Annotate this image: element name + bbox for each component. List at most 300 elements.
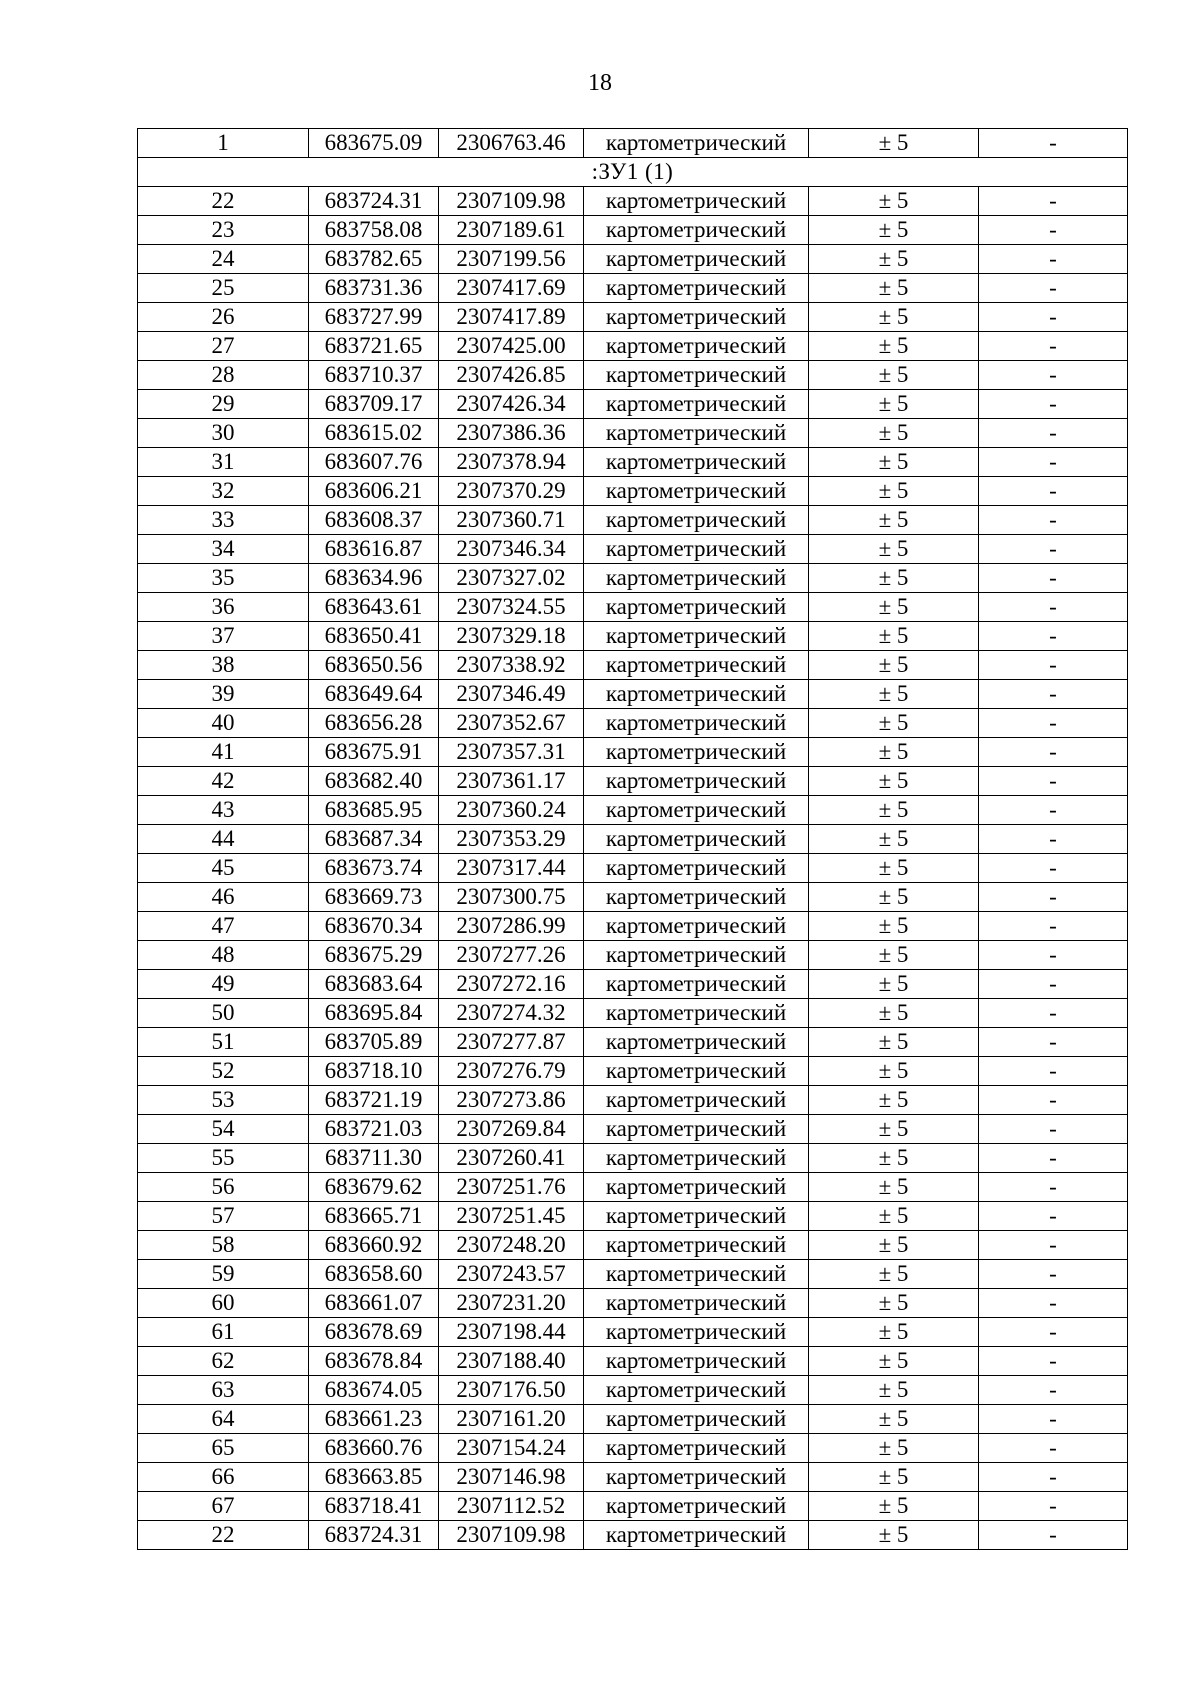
accuracy-cell: ± 5 [809, 1057, 979, 1086]
table-row [138, 1202, 1128, 1231]
description-cell: - [979, 216, 1128, 245]
method-cell: картометрический [584, 1376, 809, 1405]
method-cell: картометрический [584, 970, 809, 999]
table-row [138, 593, 1128, 622]
point-number-cell: 49 [138, 970, 309, 999]
accuracy-cell: ± 5 [809, 477, 979, 506]
x-coordinate-cell: 683711.30 [309, 1144, 439, 1173]
x-coordinate-cell: 683656.28 [309, 709, 439, 738]
y-coordinate-cell: 2307357.31 [439, 738, 584, 767]
point-number-cell: 60 [138, 1289, 309, 1318]
table-row [138, 303, 1128, 332]
table-row [138, 245, 1128, 274]
table-row [138, 1028, 1128, 1057]
point-number-cell: 46 [138, 883, 309, 912]
description-cell: - [979, 999, 1128, 1028]
method-cell: картометрический [584, 738, 809, 767]
description-cell: - [979, 1260, 1128, 1289]
y-coordinate-cell: 2307346.34 [439, 535, 584, 564]
description-cell: - [979, 274, 1128, 303]
point-number-cell: 28 [138, 361, 309, 390]
y-coordinate-cell: 2307360.71 [439, 506, 584, 535]
y-coordinate-cell: 2307109.98 [439, 1521, 584, 1550]
y-coordinate-cell: 2307386.36 [439, 419, 584, 448]
accuracy-cell: ± 5 [809, 1347, 979, 1376]
x-coordinate-cell: 683658.60 [309, 1260, 439, 1289]
y-coordinate-cell: 2307361.17 [439, 767, 584, 796]
x-coordinate-cell: 683661.23 [309, 1405, 439, 1434]
accuracy-cell: ± 5 [809, 564, 979, 593]
table-row [138, 506, 1128, 535]
table-row [138, 796, 1128, 825]
point-number-cell: 27 [138, 332, 309, 361]
accuracy-cell: ± 5 [809, 274, 979, 303]
y-coordinate-cell: 2307353.29 [439, 825, 584, 854]
description-cell: - [979, 477, 1128, 506]
x-coordinate-cell: 683665.71 [309, 1202, 439, 1231]
table-row [138, 1173, 1128, 1202]
method-cell: картометрический [584, 651, 809, 680]
table-row [138, 187, 1128, 216]
y-coordinate-cell: 2307425.00 [439, 332, 584, 361]
method-cell: картометрический [584, 1057, 809, 1086]
description-cell: - [979, 361, 1128, 390]
point-number-cell: 62 [138, 1347, 309, 1376]
y-coordinate-cell: 2307360.24 [439, 796, 584, 825]
point-number-cell: 1 [138, 129, 309, 158]
method-cell: картометрический [584, 1521, 809, 1550]
description-cell: - [979, 651, 1128, 680]
point-number-cell: 32 [138, 477, 309, 506]
description-cell: - [979, 1231, 1128, 1260]
point-number-cell: 33 [138, 506, 309, 535]
y-coordinate-cell: 2307112.52 [439, 1492, 584, 1521]
point-number-cell: 24 [138, 245, 309, 274]
point-number-cell: 50 [138, 999, 309, 1028]
table-row [138, 274, 1128, 303]
y-coordinate-cell: 2307300.75 [439, 883, 584, 912]
method-cell: картометрический [584, 448, 809, 477]
point-number-cell: 22 [138, 187, 309, 216]
description-cell: - [979, 1115, 1128, 1144]
x-coordinate-cell: 683660.92 [309, 1231, 439, 1260]
x-coordinate-cell: 683758.08 [309, 216, 439, 245]
accuracy-cell: ± 5 [809, 1202, 979, 1231]
accuracy-cell: ± 5 [809, 912, 979, 941]
accuracy-cell: ± 5 [809, 245, 979, 274]
point-number-cell: 42 [138, 767, 309, 796]
table-row [138, 390, 1128, 419]
x-coordinate-cell: 683683.64 [309, 970, 439, 999]
accuracy-cell: ± 5 [809, 303, 979, 332]
method-cell: картометрический [584, 187, 809, 216]
point-number-cell: 43 [138, 796, 309, 825]
accuracy-cell: ± 5 [809, 361, 979, 390]
table-row [138, 1144, 1128, 1173]
accuracy-cell: ± 5 [809, 941, 979, 970]
y-coordinate-cell: 2307346.49 [439, 680, 584, 709]
description-cell: - [979, 883, 1128, 912]
accuracy-cell: ± 5 [809, 419, 979, 448]
accuracy-cell: ± 5 [809, 1231, 979, 1260]
y-coordinate-cell: 2307273.86 [439, 1086, 584, 1115]
point-number-cell: 37 [138, 622, 309, 651]
section-title: :ЗУ1 (1) [138, 158, 1128, 187]
accuracy-cell: ± 5 [809, 709, 979, 738]
accuracy-cell: ± 5 [809, 1318, 979, 1347]
description-cell: - [979, 564, 1128, 593]
method-cell: картометрический [584, 1028, 809, 1057]
description-cell: - [979, 941, 1128, 970]
table-row [138, 1521, 1128, 1550]
method-cell: картометрический [584, 129, 809, 158]
description-cell: - [979, 854, 1128, 883]
x-coordinate-cell: 683710.37 [309, 361, 439, 390]
point-number-cell: 67 [138, 1492, 309, 1521]
point-number-cell: 31 [138, 448, 309, 477]
point-number-cell: 61 [138, 1318, 309, 1347]
accuracy-cell: ± 5 [809, 506, 979, 535]
table-row [138, 448, 1128, 477]
x-coordinate-cell: 683731.36 [309, 274, 439, 303]
table-row [138, 738, 1128, 767]
description-cell: - [979, 912, 1128, 941]
accuracy-cell: ± 5 [809, 593, 979, 622]
point-number-cell: 63 [138, 1376, 309, 1405]
y-coordinate-cell: 2307277.87 [439, 1028, 584, 1057]
accuracy-cell: ± 5 [809, 1086, 979, 1115]
table-row [138, 622, 1128, 651]
description-cell: - [979, 622, 1128, 651]
description-cell: - [979, 709, 1128, 738]
x-coordinate-cell: 683724.31 [309, 187, 439, 216]
x-coordinate-cell: 683782.65 [309, 245, 439, 274]
x-coordinate-cell: 683661.07 [309, 1289, 439, 1318]
point-number-cell: 65 [138, 1434, 309, 1463]
method-cell: картометрический [584, 477, 809, 506]
description-cell: - [979, 535, 1128, 564]
x-coordinate-cell: 683674.05 [309, 1376, 439, 1405]
y-coordinate-cell: 2307329.18 [439, 622, 584, 651]
point-number-cell: 44 [138, 825, 309, 854]
y-coordinate-cell: 2307352.67 [439, 709, 584, 738]
accuracy-cell: ± 5 [809, 1405, 979, 1434]
x-coordinate-cell: 683634.96 [309, 564, 439, 593]
x-coordinate-cell: 683685.95 [309, 796, 439, 825]
accuracy-cell: ± 5 [809, 738, 979, 767]
point-number-cell: 54 [138, 1115, 309, 1144]
table-row [138, 854, 1128, 883]
y-coordinate-cell: 2307251.45 [439, 1202, 584, 1231]
method-cell: картометрический [584, 1492, 809, 1521]
y-coordinate-cell: 2307231.20 [439, 1289, 584, 1318]
y-coordinate-cell: 2307276.79 [439, 1057, 584, 1086]
table-row [138, 1260, 1128, 1289]
point-number-cell: 41 [138, 738, 309, 767]
y-coordinate-cell: 2307199.56 [439, 245, 584, 274]
table-row [138, 216, 1128, 245]
accuracy-cell: ± 5 [809, 390, 979, 419]
point-number-cell: 23 [138, 216, 309, 245]
x-coordinate-cell: 683709.17 [309, 390, 439, 419]
x-coordinate-cell: 683650.41 [309, 622, 439, 651]
accuracy-cell: ± 5 [809, 767, 979, 796]
y-coordinate-cell: 2307251.76 [439, 1173, 584, 1202]
x-coordinate-cell: 683675.91 [309, 738, 439, 767]
description-cell: - [979, 593, 1128, 622]
y-coordinate-cell: 2307277.26 [439, 941, 584, 970]
y-coordinate-cell: 2307176.50 [439, 1376, 584, 1405]
method-cell: картометрический [584, 941, 809, 970]
description-cell: - [979, 738, 1128, 767]
description-cell: - [979, 245, 1128, 274]
description-cell: - [979, 970, 1128, 999]
method-cell: картометрический [584, 361, 809, 390]
method-cell: картометрический [584, 796, 809, 825]
point-number-cell: 25 [138, 274, 309, 303]
x-coordinate-cell: 683678.69 [309, 1318, 439, 1347]
table-row [138, 1347, 1128, 1376]
x-coordinate-cell: 683705.89 [309, 1028, 439, 1057]
method-cell: картометрический [584, 1260, 809, 1289]
accuracy-cell: ± 5 [809, 825, 979, 854]
description-cell: - [979, 1463, 1128, 1492]
accuracy-cell: ± 5 [809, 1521, 979, 1550]
x-coordinate-cell: 683695.84 [309, 999, 439, 1028]
x-coordinate-cell: 683675.29 [309, 941, 439, 970]
point-number-cell: 45 [138, 854, 309, 883]
method-cell: картометрический [584, 912, 809, 941]
y-coordinate-cell: 2307317.44 [439, 854, 584, 883]
description-cell: - [979, 506, 1128, 535]
y-coordinate-cell: 2307327.02 [439, 564, 584, 593]
y-coordinate-cell: 2307269.84 [439, 1115, 584, 1144]
table-row [138, 941, 1128, 970]
table-row [138, 883, 1128, 912]
description-cell: - [979, 187, 1128, 216]
x-coordinate-cell: 683721.65 [309, 332, 439, 361]
x-coordinate-cell: 683669.73 [309, 883, 439, 912]
method-cell: картометрический [584, 1318, 809, 1347]
coordinates-table-body [138, 129, 1128, 1550]
method-cell: картометрический [584, 1115, 809, 1144]
accuracy-cell: ± 5 [809, 187, 979, 216]
x-coordinate-cell: 683724.31 [309, 1521, 439, 1550]
table-row [138, 1492, 1128, 1521]
y-coordinate-cell: 2307189.61 [439, 216, 584, 245]
page-number: 18 [588, 70, 612, 96]
point-number-cell: 57 [138, 1202, 309, 1231]
y-coordinate-cell: 2307426.34 [439, 390, 584, 419]
description-cell: - [979, 825, 1128, 854]
x-coordinate-cell: 683615.02 [309, 419, 439, 448]
point-number-cell: 22 [138, 1521, 309, 1550]
y-coordinate-cell: 2307274.32 [439, 999, 584, 1028]
accuracy-cell: ± 5 [809, 970, 979, 999]
point-number-cell: 59 [138, 1260, 309, 1289]
y-coordinate-cell: 2307154.24 [439, 1434, 584, 1463]
x-coordinate-cell: 683660.76 [309, 1434, 439, 1463]
point-number-cell: 58 [138, 1231, 309, 1260]
x-coordinate-cell: 683663.85 [309, 1463, 439, 1492]
point-number-cell: 36 [138, 593, 309, 622]
y-coordinate-cell: 2307146.98 [439, 1463, 584, 1492]
description-cell: - [979, 1376, 1128, 1405]
description-cell: - [979, 1202, 1128, 1231]
description-cell: - [979, 680, 1128, 709]
description-cell: - [979, 1144, 1128, 1173]
x-coordinate-cell: 683675.09 [309, 129, 439, 158]
accuracy-cell: ± 5 [809, 129, 979, 158]
point-number-cell: 51 [138, 1028, 309, 1057]
table-row [138, 709, 1128, 738]
y-coordinate-cell: 2307161.20 [439, 1405, 584, 1434]
accuracy-cell: ± 5 [809, 796, 979, 825]
accuracy-cell: ± 5 [809, 883, 979, 912]
method-cell: картометрический [584, 854, 809, 883]
accuracy-cell: ± 5 [809, 1115, 979, 1144]
x-coordinate-cell: 683718.10 [309, 1057, 439, 1086]
accuracy-cell: ± 5 [809, 1289, 979, 1318]
x-coordinate-cell: 683643.61 [309, 593, 439, 622]
table-row [138, 680, 1128, 709]
method-cell: картометрический [584, 274, 809, 303]
table-row [138, 1086, 1128, 1115]
method-cell: картометрический [584, 1463, 809, 1492]
table-row [138, 332, 1128, 361]
accuracy-cell: ± 5 [809, 448, 979, 477]
point-number-cell: 39 [138, 680, 309, 709]
table-row [138, 651, 1128, 680]
accuracy-cell: ± 5 [809, 332, 979, 361]
y-coordinate-cell: 2307378.94 [439, 448, 584, 477]
y-coordinate-cell: 2307109.98 [439, 187, 584, 216]
method-cell: картометрический [584, 1231, 809, 1260]
description-cell: - [979, 332, 1128, 361]
x-coordinate-cell: 683721.19 [309, 1086, 439, 1115]
x-coordinate-cell: 683673.74 [309, 854, 439, 883]
description-cell: - [979, 1492, 1128, 1521]
method-cell: картометрический [584, 216, 809, 245]
description-cell: - [979, 448, 1128, 477]
x-coordinate-cell: 683670.34 [309, 912, 439, 941]
method-cell: картометрический [584, 1086, 809, 1115]
point-number-cell: 66 [138, 1463, 309, 1492]
coordinates-table [137, 128, 1128, 1550]
method-cell: картометрический [584, 883, 809, 912]
description-cell: - [979, 129, 1128, 158]
method-cell: картометрический [584, 999, 809, 1028]
table-row [138, 970, 1128, 999]
x-coordinate-cell: 683679.62 [309, 1173, 439, 1202]
method-cell: картометрический [584, 332, 809, 361]
accuracy-cell: ± 5 [809, 999, 979, 1028]
table-row [138, 564, 1128, 593]
point-number-cell: 55 [138, 1144, 309, 1173]
y-coordinate-cell: 2307198.44 [439, 1318, 584, 1347]
table-row [138, 1057, 1128, 1086]
x-coordinate-cell: 683687.34 [309, 825, 439, 854]
section-row [138, 158, 1128, 187]
x-coordinate-cell: 683718.41 [309, 1492, 439, 1521]
point-number-cell: 38 [138, 651, 309, 680]
accuracy-cell: ± 5 [809, 1463, 979, 1492]
accuracy-cell: ± 5 [809, 1173, 979, 1202]
point-number-cell: 34 [138, 535, 309, 564]
method-cell: картометрический [584, 419, 809, 448]
table-row [138, 1463, 1128, 1492]
description-cell: - [979, 303, 1128, 332]
accuracy-cell: ± 5 [809, 680, 979, 709]
table-row [138, 1231, 1128, 1260]
x-coordinate-cell: 683678.84 [309, 1347, 439, 1376]
point-number-cell: 35 [138, 564, 309, 593]
accuracy-cell: ± 5 [809, 1434, 979, 1463]
method-cell: картометрический [584, 622, 809, 651]
description-cell: - [979, 1405, 1128, 1434]
y-coordinate-cell: 2306763.46 [439, 129, 584, 158]
point-number-cell: 29 [138, 390, 309, 419]
table-row [138, 1289, 1128, 1318]
description-cell: - [979, 1086, 1128, 1115]
point-number-cell: 47 [138, 912, 309, 941]
y-coordinate-cell: 2307260.41 [439, 1144, 584, 1173]
method-cell: картометрический [584, 1289, 809, 1318]
method-cell: картометрический [584, 825, 809, 854]
description-cell: - [979, 1289, 1128, 1318]
method-cell: картометрический [584, 390, 809, 419]
accuracy-cell: ± 5 [809, 1376, 979, 1405]
y-coordinate-cell: 2307286.99 [439, 912, 584, 941]
method-cell: картометрический [584, 506, 809, 535]
method-cell: картометрический [584, 1144, 809, 1173]
table-row [138, 1405, 1128, 1434]
x-coordinate-cell: 683727.99 [309, 303, 439, 332]
table-row [138, 1434, 1128, 1463]
x-coordinate-cell: 683607.76 [309, 448, 439, 477]
description-cell: - [979, 1347, 1128, 1376]
x-coordinate-cell: 683606.21 [309, 477, 439, 506]
y-coordinate-cell: 2307426.85 [439, 361, 584, 390]
description-cell: - [979, 1318, 1128, 1347]
y-coordinate-cell: 2307324.55 [439, 593, 584, 622]
y-coordinate-cell: 2307338.92 [439, 651, 584, 680]
y-coordinate-cell: 2307243.57 [439, 1260, 584, 1289]
table-row [138, 999, 1128, 1028]
accuracy-cell: ± 5 [809, 651, 979, 680]
accuracy-cell: ± 5 [809, 1144, 979, 1173]
method-cell: картометрический [584, 680, 809, 709]
x-coordinate-cell: 683616.87 [309, 535, 439, 564]
method-cell: картометрический [584, 1347, 809, 1376]
method-cell: картометрический [584, 1173, 809, 1202]
table-row [138, 1318, 1128, 1347]
method-cell: картометрический [584, 593, 809, 622]
y-coordinate-cell: 2307272.16 [439, 970, 584, 999]
accuracy-cell: ± 5 [809, 535, 979, 564]
method-cell: картометрический [584, 1405, 809, 1434]
method-cell: картометрический [584, 535, 809, 564]
accuracy-cell: ± 5 [809, 854, 979, 883]
description-cell: - [979, 1434, 1128, 1463]
description-cell: - [979, 1521, 1128, 1550]
method-cell: картометрический [584, 1434, 809, 1463]
point-number-cell: 48 [138, 941, 309, 970]
method-cell: картометрический [584, 245, 809, 274]
point-number-cell: 40 [138, 709, 309, 738]
x-coordinate-cell: 683649.64 [309, 680, 439, 709]
description-cell: - [979, 1173, 1128, 1202]
